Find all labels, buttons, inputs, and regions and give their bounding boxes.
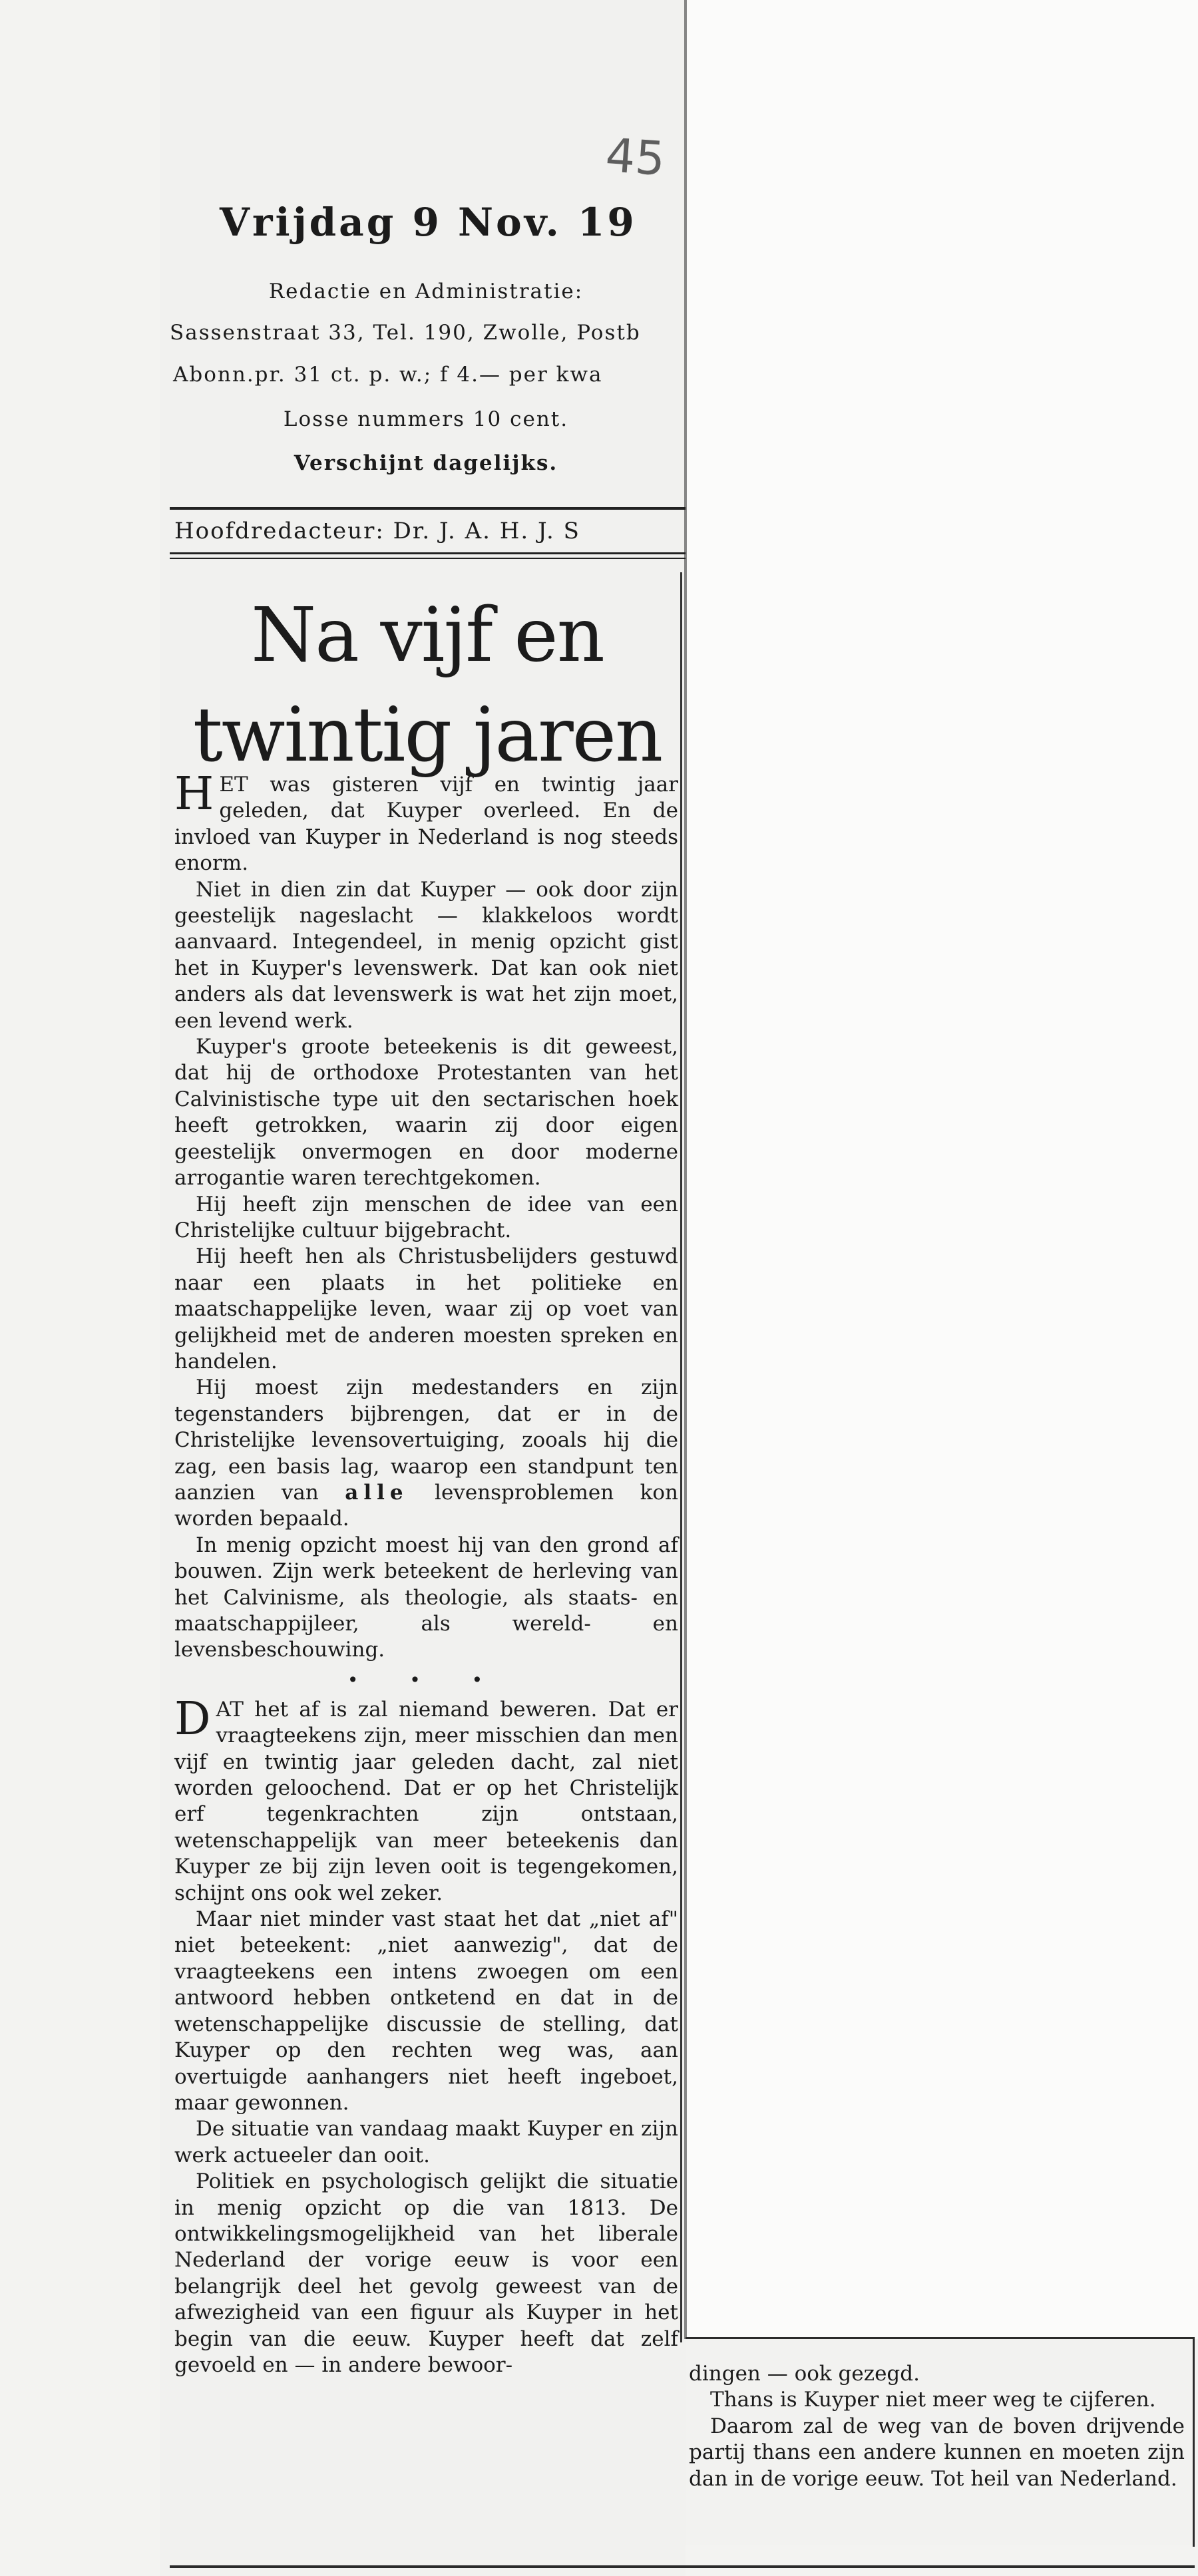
paragraph-4: Hij heeft zijn menschen de idee van een Christelijke cultuur bijgebracht. (174, 1192, 678, 1242)
paragraph-7: In menig opzicht moest hij van den grond af bouwen. Zijn werk beteekent de herleving van het Calvinisme, als theologie, als staats- en maatschappijleer, als wereld- en levensbeschouwing. (174, 1533, 678, 1662)
article-body-column-2 (689, 2361, 1185, 2492)
masthead-line-3: Abonn.pr. 31 ct. p. w.; f 4.— per kwa (173, 363, 603, 387)
section-separator: • • • (347, 1668, 506, 1691)
drop-cap-h: H (174, 768, 214, 821)
masthead-date: Vrijdag 9 Nov. 19 (220, 200, 637, 245)
paragraph-3: Kuyper's groote beteekenis is dit geweest, dat hij de orthodoxe Protestanten van het Calvinistische type uit den sectarischen hoek heeft getrokken, waarin zij door eigen geestelijk onvermogen en door moderne arrogantie waren terechtgekomen. (174, 1035, 678, 1191)
continuation-border-right (1193, 2337, 1195, 2547)
continuation-paragraph-2: Thans is Kuyper niet meer weg te cijferen. (710, 2388, 1156, 2412)
continuation-paragraph-1: dingen — ook gezegd. (689, 2362, 920, 2386)
handwritten-page-number: 45 (604, 127, 667, 187)
article-body-column-1 (174, 768, 678, 2378)
paragraph-1: HET was gisteren vijf en twintig jaar geleden, dat Kuyper overleed. En de invloed van Kuyper in Nederland is nog steeds enorm. (174, 768, 678, 876)
paragraph-11: Politiek en psychologisch gelijkt die situatie in menig opzicht op die van 1813. De ontwikkelingsmogelijkheid van het liberale Nederland der vorige eeuw is voor een belangrijk deel het gevolg geweest van de afwezigheid van een figuur als Kuyper in het begin van die eeuw. Kuyper heeft dat zelf gevoeld en — in andere bewoor- (174, 2169, 678, 2377)
bottom-rule (170, 2565, 1195, 2568)
column-divider (680, 572, 682, 2342)
paragraph-6: Hij moest zijn medestanders en zijn tegenstanders bijbrengen, dat er in de Christelijke levensovertuiging, zooals hij die zag, een basis lag, waarop een standpunt ten aanzien van alle levensproblemen kon worden bepaald. (174, 1376, 678, 1531)
paragraph-10: De situatie van vandaag maakt Kuyper en zijn werk actueeler dan ooit. (174, 2117, 678, 2167)
masthead-rule-bottom-1 (170, 552, 686, 554)
editor-line: Hoofdredacteur: Dr. J. A. H. J. S (174, 518, 580, 544)
masthead-rule-top (170, 507, 686, 510)
continuation-border-top (686, 2337, 1193, 2339)
paragraph-9: Maar niet minder vast staat het dat „niet af" niet beteekent: „niet aanwezig", dat de vraagteekens een intens zwoegen om een antwoord hebben ontketend en dat in de wetenschappelijke discussie de stelling, dat Kuyper op den rechten weg was, aan overtuigde aanhangers niet heeft ingeboet, maar gewonnen. (174, 1907, 678, 2115)
paragraph-5: Hij heeft hen als Christusbelijders gestuwd naar een plaats in het politieke en maatschappelijke leven, waar zij op voet van gelijkheid met de anderen moesten spreken en handelen. (174, 1244, 678, 1374)
continuation-paragraph-3: Daarom zal de weg van de boven drijvende partij thans een andere kunnen en moeten zijn dan in de vorige eeuw. Tot heil van Nederland. (689, 2414, 1185, 2491)
blank-backing-paper (686, 0, 1198, 2339)
paragraph-8: DAT het af is zal niemand beweren. Dat er vraagteekens zijn, meer misschien dan men vijf en twintig jaar geleden dacht, zal niet worden geloochend. Dat er op het Christelijk erf tegenkrachten zijn ontstaan, wetenschappelijk van meer beteekenis dan Kuyper ze bij zijn leven ooit is tegengekomen, schijnt ons ook wel zeker. (174, 1692, 678, 1905)
drop-cap-d: D (174, 1692, 211, 1746)
paragraph-2: Niet in dien zin dat Kuyper — ook door zijn geestelijk nageslacht — klakkeloos wordt aanvaard. Integendeel, in menig opzicht gist het in Kuyper's levenswerk. Dat kan ook niet anders als dat levenswerk is wat het zijn moet, een levend werk. (174, 877, 678, 1033)
masthead-line-4: Losse nummers 10 cent. (283, 407, 569, 431)
masthead-line-5: Verschijnt dagelijks. (294, 451, 558, 475)
clipping-edge (684, 0, 687, 2339)
article-title: Na vijf en twintig jaren (192, 592, 662, 779)
masthead-rule-bottom-2 (170, 558, 686, 559)
masthead-line-1: Redactie en Administratie: (268, 279, 584, 303)
emphasis-alle: alle (345, 1480, 409, 1505)
masthead-line-2: Sassenstraat 33, Tel. 190, Zwolle, Postb (170, 321, 641, 345)
